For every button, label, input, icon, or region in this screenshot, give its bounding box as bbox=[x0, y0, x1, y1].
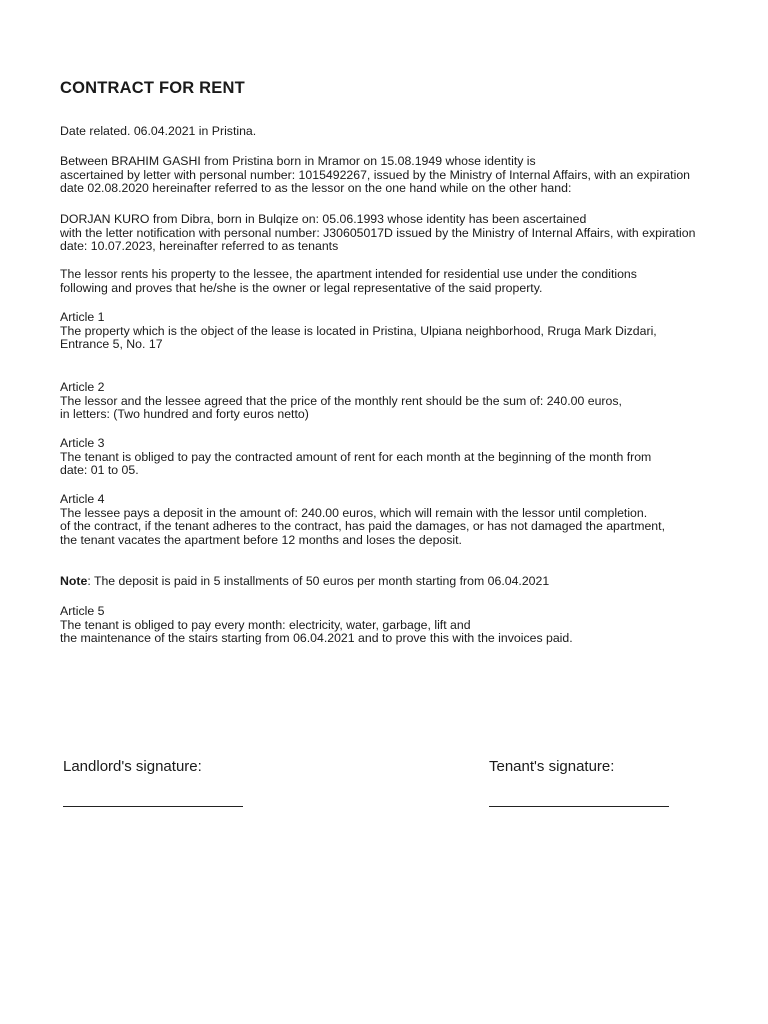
contract-title: CONTRACT FOR RENT bbox=[60, 79, 245, 97]
article-heading: Article 1 bbox=[60, 310, 105, 324]
note-line bbox=[60, 575, 750, 589]
text-line: the tenant vacates the apartment before 12 months and loses the deposit. bbox=[60, 533, 462, 548]
article-heading: Article 5 bbox=[60, 604, 105, 618]
article-3 bbox=[60, 437, 750, 478]
text-line: in letters: (Two hundred and forty euros netto) bbox=[60, 407, 309, 422]
text-line: of the contract, if the tenant adheres to the contract, has paid the damages, or has not damaged the apartment, bbox=[60, 519, 665, 534]
tenant-paragraph bbox=[60, 213, 750, 254]
landlord-signature-label: Landlord's signature: bbox=[63, 758, 202, 775]
article-5 bbox=[60, 605, 750, 646]
note-label: Note bbox=[60, 574, 88, 588]
text-line: The tenant is obliged to pay every month: electricity, water, garbage, lift and bbox=[60, 617, 471, 632]
intro-paragraph bbox=[60, 268, 750, 295]
text-line: with the letter notification with personal number: J30605017D issued by the Ministry of Internal Affairs, with expiration bbox=[60, 225, 696, 240]
date-line: Date related. 06.04.2021 in Pristina. bbox=[60, 124, 257, 138]
text-line: Entrance 5, No. 17 bbox=[60, 337, 163, 352]
text-line: DORJAN KURO from Dibra, born in Bulqize on: 05.06.1993 whose identity has been ascertained bbox=[60, 212, 587, 226]
landlord-signature-line bbox=[63, 806, 243, 807]
text-line: Between BRAHIM GASHI from Pristina born in Mramor on 15.08.1949 whose identity is bbox=[60, 154, 536, 168]
tenant-signature-label: Tenant's signature: bbox=[489, 758, 615, 775]
article-4 bbox=[60, 493, 750, 548]
article-heading: Article 2 bbox=[60, 380, 105, 394]
text-line: ascertained by letter with personal number: 1015492267, issued by the Ministry of Internal Affairs, with an expiration bbox=[60, 167, 690, 182]
text-line: The lessee pays a deposit in the amount of: 240.00 euros, which will remain with the lessor until completion. bbox=[60, 505, 648, 520]
text-line: The tenant is obliged to pay the contracted amount of rent for each month at the beginning of the month from bbox=[60, 449, 652, 464]
text-line: date 02.08.2020 hereinafter referred to as the lessor on the one hand while on the other hand: bbox=[60, 181, 572, 196]
note-text: : The deposit is paid in 5 installments of 50 euros per month starting from 06.04.2021 bbox=[87, 574, 550, 588]
lessor-paragraph bbox=[60, 155, 750, 196]
text-line: following and proves that he/she is the owner or legal representative of the said property. bbox=[60, 280, 543, 295]
text-line: date: 10.07.2023, hereinafter referred to as tenants bbox=[60, 239, 339, 254]
text-line: The property which is the object of the lease is located in Pristina, Ulpiana neighborhood, Rruga Mark Dizdari, bbox=[60, 323, 657, 338]
text-line: the maintenance of the stairs starting from 06.04.2021 and to prove this with the invoices paid. bbox=[60, 631, 573, 646]
text-line: date: 01 to 05. bbox=[60, 463, 139, 478]
text-line: The lessor rents his property to the lessee, the apartment intended for residential use under the conditions bbox=[60, 267, 637, 281]
article-heading: Article 4 bbox=[60, 492, 105, 506]
article-2 bbox=[60, 381, 750, 422]
tenant-signature-line bbox=[489, 806, 669, 807]
text-line: The lessor and the lessee agreed that the price of the monthly rent should be the sum of: 240.00 euros, bbox=[60, 393, 622, 408]
article-heading: Article 3 bbox=[60, 436, 105, 450]
article-1 bbox=[60, 311, 750, 352]
